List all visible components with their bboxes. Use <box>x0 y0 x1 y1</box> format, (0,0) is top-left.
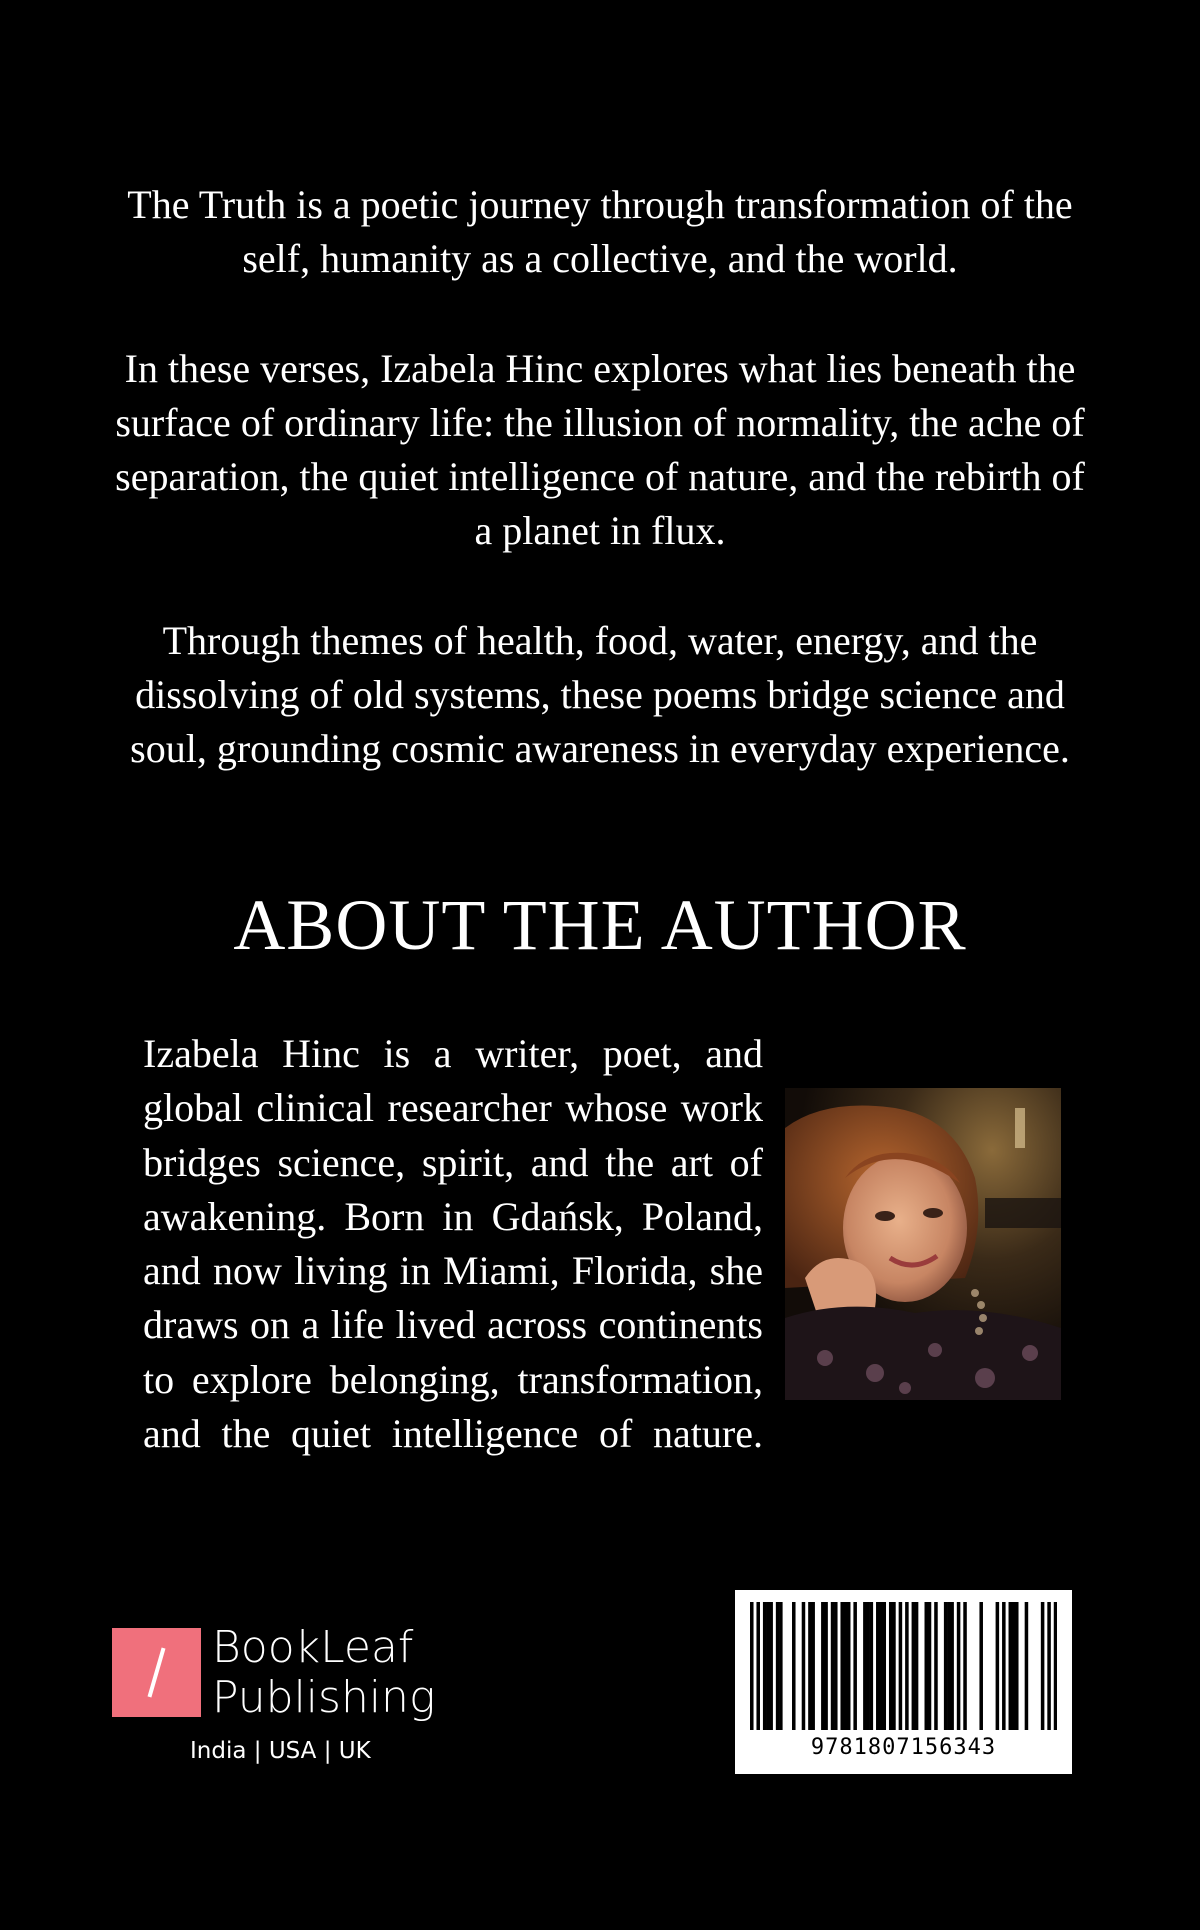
barcode-icon <box>750 1602 1057 1730</box>
barcode-bar <box>763 1602 767 1730</box>
barcode-bar <box>1009 1602 1013 1730</box>
barcode-bar <box>979 1602 983 1730</box>
barcode-bar <box>928 1602 932 1730</box>
barcode-bar <box>1041 1602 1045 1730</box>
barcode-bar <box>876 1602 880 1730</box>
barcode-bar <box>915 1602 919 1730</box>
barcode-bar <box>834 1602 838 1730</box>
blurb-paragraph-3: Through themes of health, food, water, energy, and the dissolving of old systems, these poems bridge science and soul, grounding cosmic awareness in everyday experience. <box>130 618 1070 771</box>
publisher-name-line1: BookLeaf <box>212 1622 414 1673</box>
barcode-bar <box>963 1602 967 1730</box>
barcode-bar <box>1025 1602 1029 1730</box>
barcode-bar <box>889 1602 893 1730</box>
author-bio: Izabela Hinc is a writer, poet, and global clinical researcher whose work bridges science, spirit, and the art of awakening. Born in Gdańsk, Poland, and now living in Miami, Florida, she draws on a life lived across continents to explore belonging, transformation, and the quiet intelligence of nature. <box>143 1031 763 1457</box>
barcode-bar <box>766 1602 770 1730</box>
barcode-bar <box>847 1602 851 1730</box>
barcode-bar <box>925 1602 929 1730</box>
barcode-bar <box>802 1602 806 1730</box>
barcode-bar <box>892 1602 896 1730</box>
isbn-number: 9781807156343 <box>810 1735 997 1760</box>
author-photo <box>785 1088 1061 1400</box>
barcode-bar <box>821 1602 825 1730</box>
barcode-bar <box>1002 1602 1006 1730</box>
barcode-bar <box>879 1602 883 1730</box>
barcode-bar <box>831 1602 835 1730</box>
barcode-bar <box>863 1602 867 1730</box>
barcode-bar <box>882 1602 886 1730</box>
publisher-regions: India | USA | UK <box>190 1738 371 1764</box>
barcode-bar <box>840 1602 844 1730</box>
barcode-bar <box>844 1602 848 1730</box>
barcode-bar <box>944 1602 948 1730</box>
barcode-bar <box>1047 1602 1051 1730</box>
barcode-bar <box>769 1602 773 1730</box>
about-author-heading: ABOUT THE AUTHOR <box>233 885 967 965</box>
barcode-bar <box>870 1602 874 1730</box>
blurb-paragraph-2: In these verses, Izabela Hinc explores what lies beneath the surface of ordinary life: the illusion of normality, the ache of separation, the quiet intelligence of nature, and the rebirth of a planet in flux. <box>115 346 1085 553</box>
barcode-bar <box>934 1602 938 1730</box>
barcode-bar <box>996 1602 1000 1730</box>
barcode-bar <box>808 1602 812 1730</box>
slash-logo-icon <box>112 1628 201 1717</box>
isbn-barcode <box>735 1590 1072 1774</box>
barcode-bar <box>824 1602 828 1730</box>
barcode-bar <box>756 1602 760 1730</box>
barcode-bar <box>866 1602 870 1730</box>
barcode-bar <box>750 1602 754 1730</box>
barcode-bar <box>1012 1602 1016 1730</box>
barcode-bar <box>811 1602 815 1730</box>
barcode-bar <box>905 1602 909 1730</box>
barcode-bar <box>779 1602 783 1730</box>
barcode-bar <box>776 1602 780 1730</box>
publisher-name-line2: Publishing <box>212 1672 436 1723</box>
barcode-bar <box>947 1602 951 1730</box>
barcode-bar <box>912 1602 916 1730</box>
barcode-bar <box>853 1602 857 1730</box>
barcode-bar <box>1054 1602 1057 1730</box>
publisher-name <box>212 1623 435 1723</box>
barcode-bar <box>1015 1602 1019 1730</box>
barcode-bar <box>792 1602 796 1730</box>
blurb-paragraph-1: The Truth is a poetic journey through transformation of the self, humanity as a collective, and the world. <box>127 182 1073 281</box>
barcode-bar <box>950 1602 954 1730</box>
barcode-bar <box>899 1602 903 1730</box>
barcode-bar <box>957 1602 961 1730</box>
